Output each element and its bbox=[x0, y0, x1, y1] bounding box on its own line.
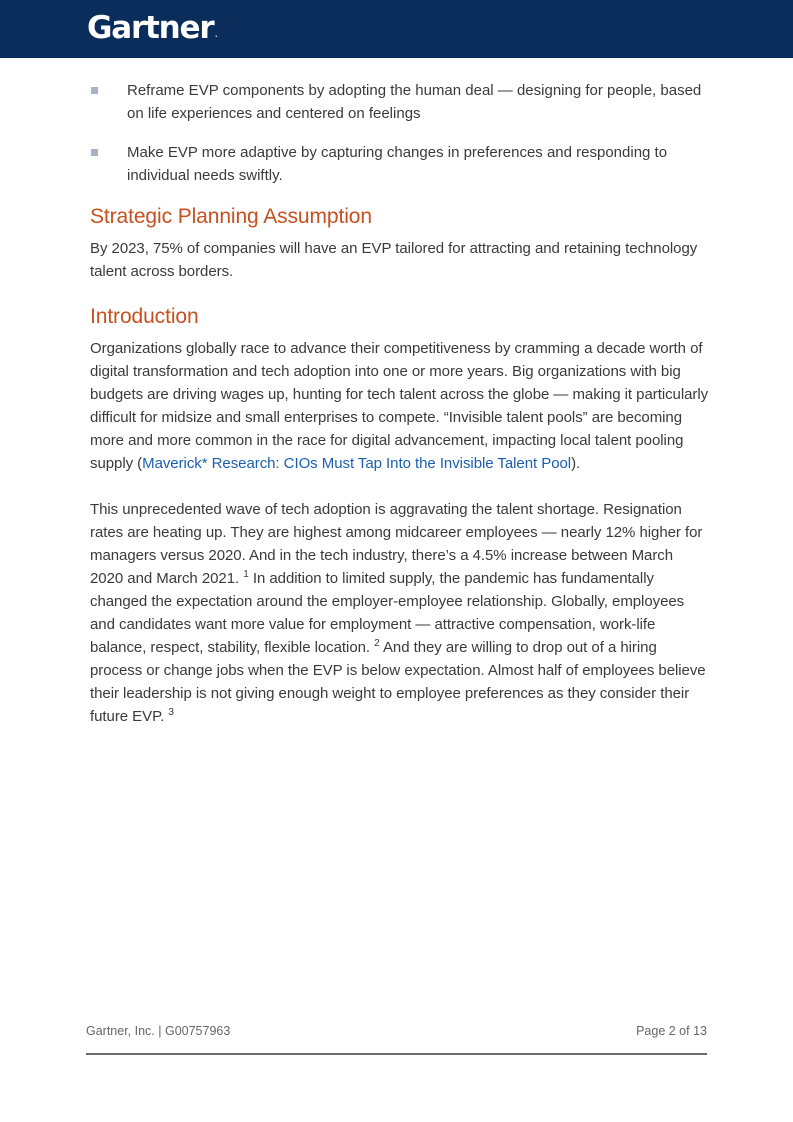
footer-page-number: Page 2 of 13 bbox=[636, 1024, 707, 1038]
strategic-planning-body: By 2023, 75% of companies will have an EVP tailored for attracting and retaining technology talent across borders. bbox=[90, 240, 698, 280]
bullet-text: Make EVP more adaptive by capturing changes in preferences and responding to individual needs swiftly. bbox=[127, 144, 668, 184]
bullet-text: Reframe EVP components by adopting the human deal — designing for people, based on life experiences and centered on feelings bbox=[127, 82, 702, 122]
bullet-square-icon bbox=[91, 149, 98, 156]
logo-mark: . bbox=[214, 27, 218, 40]
intro-paragraph-2-part-c: And they are willing to drop out of a hiring process or change jobs when the EVP is below expectation. Almost half of employees believe their leadership is not giving enough weight to employee preferences as they consider their future EVP. bbox=[90, 639, 706, 725]
bullet-square-icon bbox=[91, 87, 98, 94]
intro-paragraph-1-text: Organizations globally race to advance their competitiveness by cramming a decade worth of digital transformation and tech adoption into one or more years. Big organizations with big budgets are driving wages up, hunting for tech talent across the globe — making it particularly difficult for midsize and small enterprises to compete. “Invisible talent pools” are becoming more and more common in the race for digital advancement, impacting local talent pooling supply ( bbox=[90, 340, 709, 472]
intro-paragraph-2 bbox=[90, 498, 710, 728]
bullet-item bbox=[90, 79, 710, 125]
footer-document-id: Gartner, Inc. | G00757963 bbox=[86, 1024, 231, 1038]
gartner-logo bbox=[87, 8, 218, 54]
intro-paragraph-1 bbox=[90, 337, 710, 475]
section-heading-introduction: Introduction bbox=[90, 305, 199, 328]
bullet-item bbox=[90, 141, 710, 187]
intro-paragraph-2-part-b: In addition to limited supply, the pandemic has fundamentally changed the expectation around the employer-employee relationship. Globally, employees and candidates want more value for employment — attractive compensation, work-life balance, respect, stability, flexible location. bbox=[90, 570, 685, 656]
maverick-research-link[interactable]: Maverick* Research: CIOs Must Tap Into the Invisible Talent Pool bbox=[142, 455, 572, 472]
footnote-ref-2[interactable]: 2 bbox=[374, 638, 380, 649]
intro-paragraph-2-part-a: This unprecedented wave of tech adoption is aggravating the talent shortage. Resignation rates are heating up. They are highest among midcareer employees — nearly 12% higher for managers versus 2020. And in the tech industry, there’s a 4.5% increase between March 2020 and March 2021. bbox=[90, 501, 703, 587]
page-content bbox=[90, 79, 710, 728]
footnote-ref-3[interactable]: 3 bbox=[168, 707, 174, 718]
intro-paragraph-1-end: ). bbox=[571, 455, 581, 472]
section-heading-strategic-planning: Strategic Planning Assumption bbox=[90, 205, 372, 228]
logo-text: Gartner bbox=[87, 10, 214, 46]
page-footer bbox=[86, 1024, 707, 1042]
footnote-ref-1[interactable]: 1 bbox=[243, 569, 249, 580]
footer-divider bbox=[86, 1053, 707, 1055]
page-header bbox=[0, 0, 793, 58]
